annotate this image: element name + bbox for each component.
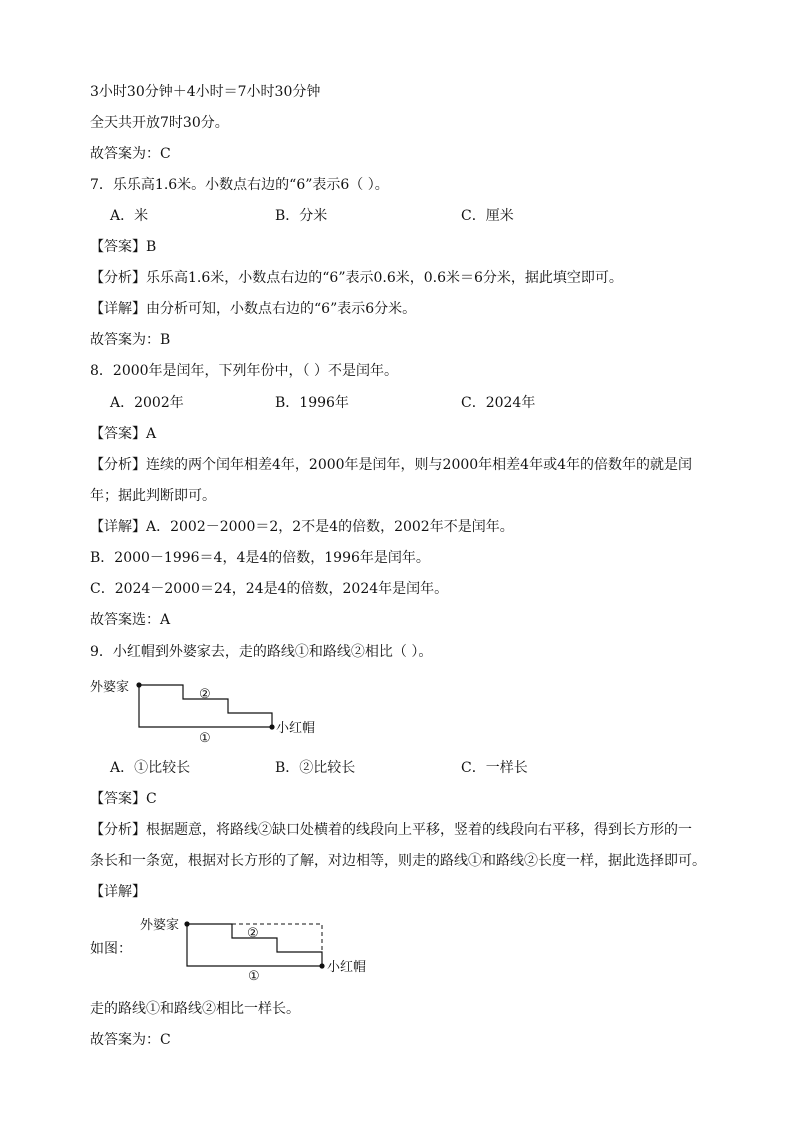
q8-detail-a: 【详解】A．2002－2000＝2，2不是4的倍数，2002年不是闰年。 [90,519,514,535]
q8-final: 故答案选：A [90,612,171,628]
q9-conclusion: 走的路线①和路线②相比一样长。 [90,1001,300,1017]
q9-option-b: B．②比较长 [275,760,356,776]
q7-stem: 7．乐乐高1.6米。小数点右边的“6”表示6（ ）。 [90,177,389,193]
q9-figure-label: 如图： [90,941,132,957]
q9-diagram-start-label: 外婆家 [90,680,130,695]
q8-option-a: A．2002年 [110,395,184,411]
q7-option-c: C．厘米 [461,208,514,224]
q8-option-b: B．1996年 [275,395,349,411]
prev-answer: 故答案为：C [90,146,171,162]
q8-analysis-line2: 年；据此判断即可。 [90,488,216,504]
q8-answer: 【答案】A [90,426,157,442]
q7-detail: 【详解】由分析可知，小数点右边的“6”表示6分米。 [90,301,417,317]
q9-analysis-line2: 条长和一条宽，根据对长方形的了解，对边相等，则走的路线①和路线②长度一样，据此选择即可。 [90,853,706,869]
q7-option-a: A．米 [110,208,149,224]
q9-route1-label: ① [199,731,211,746]
q9-solution-route2-label: ② [247,926,259,941]
q7-option-b: B．分米 [275,208,328,224]
q9-analysis-line1: 【分析】根据题意，将路线②缺口处横着的线段向上平移，竖着的线段向右平移，得到长方形的一 [90,822,692,838]
q9-diagram-end-label: 小红帽 [276,721,316,736]
q8-detail-c: C．2024－2000＝24，24是4的倍数，2024年是闰年。 [90,581,449,597]
q9-route2-label: ② [199,687,211,702]
q9-solution-diagram [0,908,380,986]
q9-stem: 9．小红帽到外婆家去，走的路线①和路线②相比（ ）。 [90,644,433,660]
q9-solution-route1-label: ① [248,969,260,984]
q7-answer: 【答案】B [90,239,157,255]
prev-calculation: 3小时30分钟＋4小时＝7小时30分钟 [90,84,321,100]
q9-answer: 【答案】C [90,791,157,807]
q9-option-a: A．①比较长 [110,760,191,776]
q9-solution-start-label: 外婆家 [140,918,180,933]
q8-stem: 8．2000年是闰年，下列年份中，（ ）不是闰年。 [90,363,398,379]
q9-detail-label: 【详解】 [90,884,146,900]
q7-analysis: 【分析】乐乐高1.6米，小数点右边的“6”表示0.6米，0.6米＝6分米，据此填空即可。 [90,270,623,286]
q9-option-c: C．一样长 [461,760,528,776]
q7-final: 故答案为：B [90,332,171,348]
q9-route-diagram [0,670,360,750]
q9-final: 故答案为：C [90,1032,171,1048]
q8-analysis-line1: 【分析】连续的两个闰年相差4年，2000年是闰年，则与2000年相差4年或4年的倍数年的就是闰 [90,457,692,473]
prev-total: 全天共开放7时30分。 [90,115,229,131]
q8-detail-b: B．2000－1996＝4，4是4的倍数，1996年是闰年。 [90,550,430,566]
q8-option-c: C．2024年 [461,395,536,411]
q9-solution-end-label: 小红帽 [327,960,367,975]
